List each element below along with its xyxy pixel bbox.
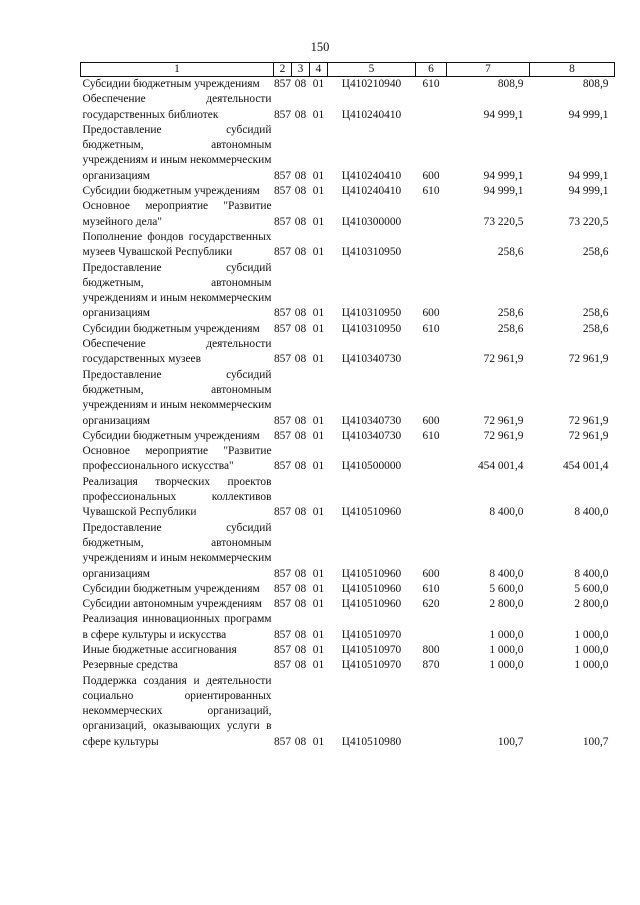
row-value-8-cell: 94 999,1 — [568, 169, 609, 182]
row-csr-cell: Ц410510960 — [341, 582, 402, 595]
row-vr-cell — [416, 674, 447, 750]
row-pr-cell: 01 — [312, 582, 325, 595]
row-rz-cell: 08 — [294, 185, 307, 198]
row-csr-cell: Ц410240410 — [341, 108, 402, 121]
row-value-7-cell: 94 999,1 — [483, 185, 524, 198]
row-pr-cell: 01 — [312, 643, 325, 656]
row-value-7-cell: 1 000,0 — [489, 628, 524, 641]
table-row — [81, 429, 615, 444]
row-value-7-cell: 2 800,0 — [489, 598, 524, 611]
row-csr-cell: Ц410340730 — [341, 353, 402, 366]
table-row — [81, 521, 615, 582]
row-value-8-cell: 258,6 — [582, 246, 609, 259]
row-rz-cell: 08 — [294, 414, 307, 427]
row-vr-cell: 610 — [422, 582, 440, 595]
table-row — [81, 199, 615, 230]
row-vr-cell — [416, 612, 447, 643]
row-vr-cell: 870 — [422, 659, 440, 672]
row-value-8-cell: 72 961,9 — [568, 429, 609, 442]
row-gr-cell: 857 — [273, 659, 292, 672]
row-name-cell: Предоставление субсидий бюджетным, автономным учреждениям и иным некоммерческим организациям — [82, 261, 272, 320]
row-name-cell: Субсидии бюджетным учреждениям — [82, 429, 260, 442]
row-name-cell: Основное мероприятие "Развитие профессионального искусства" — [82, 445, 272, 473]
row-pr-cell: 01 — [312, 215, 325, 228]
row-pr-cell: 01 — [312, 185, 325, 198]
table-row — [81, 674, 615, 750]
row-vr-cell: 600 — [422, 307, 440, 320]
row-csr-cell: Ц410510960 — [341, 598, 402, 611]
table-row — [81, 230, 615, 261]
table-body — [81, 77, 615, 751]
row-gr-cell: 857 — [273, 429, 292, 442]
row-value-8-cell: 1 000,0 — [574, 659, 609, 672]
row-gr-cell: 857 — [273, 215, 292, 228]
row-vr-cell: 610 — [422, 322, 440, 335]
column-header-4: 4 — [310, 63, 328, 77]
row-value-7-cell: 73 220,5 — [483, 215, 524, 228]
row-vr-cell — [416, 337, 447, 368]
row-pr-cell: 01 — [312, 353, 325, 366]
row-rz-cell: 08 — [294, 322, 307, 335]
row-value-7-cell: 454 001,4 — [477, 460, 524, 473]
row-name-cell: Субсидии автономным учреждениям — [82, 598, 262, 611]
row-value-8-cell: 808,9 — [582, 78, 609, 90]
row-csr-cell: Ц410240410 — [341, 185, 402, 198]
row-csr-cell: Ц410510960 — [341, 506, 402, 519]
row-csr-cell: Ц410300000 — [341, 215, 402, 228]
row-gr-cell: 857 — [273, 307, 292, 320]
row-value-8-cell: 258,6 — [582, 307, 609, 320]
row-gr-cell: 857 — [273, 353, 292, 366]
row-rz-cell: 08 — [294, 506, 307, 519]
row-name-cell: Субсидии бюджетным учреждениям — [82, 185, 260, 198]
row-csr-cell: Ц410310950 — [341, 322, 402, 335]
row-value-7-cell: 100,7 — [497, 735, 524, 748]
row-value-7-cell: 808,9 — [497, 78, 524, 90]
row-gr-cell: 857 — [273, 628, 292, 641]
row-name-cell: Предоставление субсидий бюджетным, автономным учреждениям и иным некоммерческим организациям — [82, 123, 272, 182]
page-number: 150 — [310, 40, 330, 54]
row-value-7-cell: 258,6 — [497, 246, 524, 259]
row-name-cell: Обеспечение деятельности государственных библиотек — [82, 93, 272, 121]
row-name-cell: Предоставление субсидий бюджетным, автономным учреждениям и иным некоммерческим организациям — [82, 368, 272, 427]
column-header-2: 2 — [274, 63, 292, 77]
row-name-cell: Поддержка создания и деятельности социально ориентированных некоммерческих организаций, организаций, оказывающих услуги в сфере культуры — [82, 674, 272, 748]
row-csr-cell: Ц410310950 — [341, 307, 402, 320]
row-value-7-cell: 8 400,0 — [489, 506, 524, 519]
row-pr-cell: 01 — [312, 628, 325, 641]
row-csr-cell: Ц410510980 — [341, 735, 402, 748]
row-name-cell: Предоставление субсидий бюджетным, автономным учреждениям и иным некоммерческим организациям — [82, 521, 272, 580]
row-csr-cell: Ц410500000 — [341, 460, 402, 473]
row-csr-cell: Ц410340730 — [341, 429, 402, 442]
row-value-8-cell: 1 000,0 — [574, 643, 609, 656]
row-rz-cell: 08 — [294, 353, 307, 366]
row-csr-cell: Ц410510970 — [341, 643, 402, 656]
row-gr-cell: 857 — [273, 108, 292, 121]
row-gr-cell: 857 — [273, 598, 292, 611]
table-row — [81, 658, 615, 673]
row-gr-cell: 857 — [273, 582, 292, 595]
row-value-7-cell: 5 600,0 — [489, 582, 524, 595]
row-pr-cell: 01 — [312, 307, 325, 320]
row-vr-cell: 610 — [422, 78, 440, 90]
row-value-8-cell: 100,7 — [582, 735, 609, 748]
row-value-8-cell: 94 999,1 — [568, 185, 609, 198]
row-name-cell: Резервные средства — [82, 659, 178, 672]
row-pr-cell: 01 — [312, 460, 325, 473]
row-vr-cell: 600 — [422, 414, 440, 427]
row-gr-cell: 857 — [273, 322, 292, 335]
row-name-cell: Реализация творческих проектов профессиональных коллективов Чувашской Республики — [82, 475, 272, 519]
row-gr-cell: 857 — [273, 169, 292, 182]
row-gr-cell: 857 — [273, 735, 292, 748]
row-rz-cell: 08 — [294, 628, 307, 641]
table-row — [81, 337, 615, 368]
row-gr-cell: 857 — [273, 567, 292, 580]
row-csr-cell: Ц410310950 — [341, 246, 402, 259]
column-header-5: 5 — [328, 63, 416, 77]
row-vr-cell: 800 — [422, 643, 440, 656]
table-row — [81, 444, 615, 475]
column-header-3: 3 — [292, 63, 310, 77]
budget-table — [80, 62, 615, 750]
row-value-8-cell: 8 400,0 — [574, 567, 609, 580]
row-gr-cell: 857 — [273, 78, 292, 90]
row-rz-cell: 08 — [294, 307, 307, 320]
column-header-6: 6 — [416, 63, 447, 77]
row-pr-cell: 01 — [312, 567, 325, 580]
row-value-8-cell: 1 000,0 — [574, 628, 609, 641]
table-row — [81, 322, 615, 337]
table-header-row — [81, 63, 615, 77]
row-vr-cell: 600 — [422, 169, 440, 182]
row-gr-cell: 857 — [273, 185, 292, 198]
row-value-8-cell: 454 001,4 — [562, 460, 609, 473]
row-rz-cell: 08 — [294, 460, 307, 473]
row-name-cell: Субсидии бюджетным учреждениям — [82, 78, 260, 90]
row-csr-cell: Ц410510970 — [341, 659, 402, 672]
row-vr-cell — [416, 444, 447, 475]
row-rz-cell: 08 — [294, 215, 307, 228]
row-rz-cell: 08 — [294, 659, 307, 672]
row-csr-cell: Ц410340730 — [341, 414, 402, 427]
row-name-cell: Субсидии бюджетным учреждениям — [82, 322, 260, 335]
row-rz-cell: 08 — [294, 598, 307, 611]
row-vr-cell: 620 — [422, 598, 440, 611]
table-row — [81, 77, 615, 93]
table-row — [81, 475, 615, 521]
row-pr-cell: 01 — [312, 246, 325, 259]
row-rz-cell: 08 — [294, 582, 307, 595]
row-value-8-cell: 72 961,9 — [568, 353, 609, 366]
row-value-7-cell: 72 961,9 — [483, 429, 524, 442]
row-gr-cell: 857 — [273, 460, 292, 473]
row-rz-cell: 08 — [294, 735, 307, 748]
row-gr-cell: 857 — [273, 506, 292, 519]
row-csr-cell: Ц410510970 — [341, 628, 402, 641]
row-vr-cell: 610 — [422, 185, 440, 198]
row-csr-cell: Ц410240410 — [341, 169, 402, 182]
table-row — [81, 368, 615, 429]
row-vr-cell — [416, 199, 447, 230]
row-value-7-cell: 72 961,9 — [483, 414, 524, 427]
row-pr-cell: 01 — [312, 78, 325, 90]
row-pr-cell: 01 — [312, 735, 325, 748]
table-row — [81, 643, 615, 658]
row-pr-cell: 01 — [312, 322, 325, 335]
column-header-1: 1 — [81, 63, 274, 77]
row-name-cell: Основное мероприятие "Развитие музейного дела" — [82, 200, 272, 228]
row-csr-cell: Ц410210940 — [341, 78, 402, 90]
row-rz-cell: 08 — [294, 108, 307, 121]
row-rz-cell: 08 — [294, 429, 307, 442]
row-pr-cell: 01 — [312, 169, 325, 182]
row-value-8-cell: 258,6 — [582, 322, 609, 335]
row-name-cell: Иные бюджетные ассигнования — [82, 643, 237, 656]
row-csr-cell: Ц410510960 — [341, 567, 402, 580]
row-value-7-cell: 1 000,0 — [489, 659, 524, 672]
row-gr-cell: 857 — [273, 246, 292, 259]
column-header-8: 8 — [530, 63, 615, 77]
row-gr-cell: 857 — [273, 414, 292, 427]
table-row — [81, 261, 615, 322]
row-vr-cell — [416, 230, 447, 261]
row-name-cell: Субсидии бюджетным учреждениям — [82, 582, 260, 595]
row-vr-cell — [416, 92, 447, 123]
row-value-7-cell: 94 999,1 — [483, 169, 524, 182]
row-value-8-cell: 2 800,0 — [574, 598, 609, 611]
row-value-7-cell: 258,6 — [497, 322, 524, 335]
row-vr-cell: 600 — [422, 567, 440, 580]
row-rz-cell: 08 — [294, 643, 307, 656]
row-pr-cell: 01 — [312, 108, 325, 121]
row-value-7-cell: 1 000,0 — [489, 643, 524, 656]
row-pr-cell: 01 — [312, 659, 325, 672]
table-row — [81, 184, 615, 199]
row-rz-cell: 08 — [294, 567, 307, 580]
row-value-7-cell: 8 400,0 — [489, 567, 524, 580]
row-rz-cell: 08 — [294, 78, 307, 90]
row-rz-cell: 08 — [294, 246, 307, 259]
row-name-cell: Обеспечение деятельности государственных музеев — [82, 338, 272, 366]
table-row — [81, 92, 615, 123]
row-vr-cell — [416, 475, 447, 521]
row-value-7-cell: 94 999,1 — [483, 108, 524, 121]
row-pr-cell: 01 — [312, 429, 325, 442]
column-header-7: 7 — [447, 63, 530, 77]
row-gr-cell: 857 — [273, 643, 292, 656]
row-value-8-cell: 94 999,1 — [568, 108, 609, 121]
row-value-7-cell: 72 961,9 — [483, 353, 524, 366]
row-pr-cell: 01 — [312, 506, 325, 519]
row-rz-cell: 08 — [294, 169, 307, 182]
row-value-8-cell: 72 961,9 — [568, 414, 609, 427]
row-vr-cell: 610 — [422, 429, 440, 442]
table-row — [81, 582, 615, 597]
row-value-7-cell: 258,6 — [497, 307, 524, 320]
table-row — [81, 123, 615, 184]
row-value-8-cell: 8 400,0 — [574, 506, 609, 519]
row-value-8-cell: 5 600,0 — [574, 582, 609, 595]
row-name-cell: Реализация инновационных программ в сфере культуры и искусства — [82, 613, 272, 641]
row-pr-cell: 01 — [312, 598, 325, 611]
row-value-8-cell: 73 220,5 — [568, 215, 609, 228]
row-name-cell: Пополнение фондов государственных музеев Чувашской Республики — [82, 230, 272, 259]
row-pr-cell: 01 — [312, 414, 325, 427]
table-row — [81, 597, 615, 612]
table-row — [81, 612, 615, 643]
